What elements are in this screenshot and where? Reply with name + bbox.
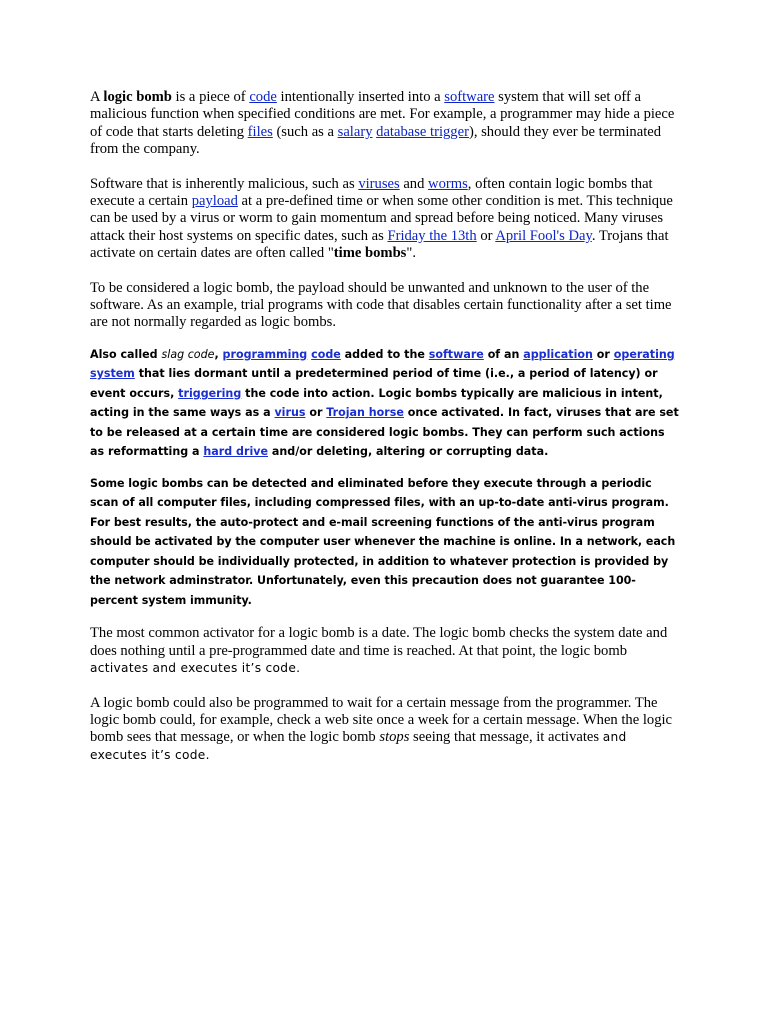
text: and/or deleting, altering or corrupting data. [268,445,549,459]
text: To be considered a logic bomb, the payload should be unwanted and unknown to the user of the software. As an example, trial programs with code that disables certain functionality after a set time are not normally regarded as logic bombs. [90,279,672,331]
text: . Trojans that activate on certain dates are often called " [90,227,669,262]
text: , often contain logic bombs that execute a certain [90,175,653,210]
link-trojan-horse[interactable]: Trojan horse [326,406,404,420]
link-triggering[interactable]: triggering [178,386,242,400]
link-software[interactable]: software [428,347,484,361]
text: or [476,227,496,244]
link-code[interactable]: code [249,89,277,105]
text: added to the [340,347,429,361]
link-viruses[interactable]: viruses [358,175,400,192]
link-friday-the-13th[interactable]: Friday the 13th [387,227,477,244]
paragraph-slag-code [90,345,680,462]
paragraph-date-activator [90,625,680,677]
text: once activated. In fact, viruses that are set to be released at a certain time are considered logic bombs. They can perform such actions as reformatting a [90,406,679,459]
paragraph-payload [90,280,680,332]
link-programming[interactable]: programming [222,347,308,361]
term-slag-code: slag code [161,347,215,361]
text: of an [483,347,524,361]
link-hard-drive[interactable]: hard drive [203,445,269,459]
paragraph-detection [90,474,680,611]
text: ), should they ever be terminated from the company. [90,123,662,158]
term-time-bombs: time bombs [333,245,407,262]
text: system that will set off a malicious function when specified conditions are met. For example, a programmer may hide a piece of code that starts deleting [90,89,675,140]
text: is a piece of [171,89,250,105]
text: Also called [90,347,162,361]
text: and executes it’s code. [90,730,627,762]
text: Software that is inherently malicious, such as [90,175,359,192]
text: The most common activator for a logic bomb is a date. The logic bomb checks the system date and does nothing until a pre-programmed date and time is reached. At that point, the logic bomb [90,625,668,659]
text: or [592,347,614,361]
text: Some logic bombs can be detected and eliminated before they execute through a periodic scan of all computer files, including compressed files, with an up-to-date anti-virus program. For best results, the auto-protect and e-mail screening functions of the anti-virus program should be activated by the computer user whenever the machine is online. In a network, each computer should be individually protected, in addition to whatever protection is provided by the network adminstrator. Unfortunately, even this precaution does not guarantee 100-percent system immunity. [90,476,676,607]
link-payload[interactable]: payload [191,193,238,210]
text: (such as a [272,123,338,140]
text: or [305,406,327,420]
paragraph-malicious-software [90,176,680,263]
link-salary[interactable]: salary [337,123,373,140]
link-april-fools-day[interactable]: April Fool's Day [495,227,592,244]
text: at a pre-defined time or when some other condition is met. This technique can be used by a virus or worm to gain momentum and spread before being noticed. Many viruses attack their host systems on specific dates, such as [90,193,673,244]
link-worms[interactable]: worms [428,175,468,192]
text: intentionally inserted into a [276,89,445,105]
link-files[interactable]: files [247,123,273,140]
text: the code into action. Logic bombs typically are malicious in intent, acting in the same ways as a [90,386,663,420]
text: , [214,347,223,361]
text: A [90,89,104,105]
text: and [399,175,429,192]
text: seeing that message, it activates [409,729,603,746]
link-software[interactable]: software [444,89,495,105]
link-application[interactable]: application [523,347,593,361]
text: that lies dormant until a predetermined period of time (i.e., a period of latency) or event occurs, [90,367,658,400]
link-virus[interactable]: virus [274,406,306,420]
paragraph-definition [90,89,680,159]
paragraph-message-trigger [90,695,680,765]
term-logic-bomb: logic bomb [103,89,172,105]
link-code[interactable]: code [311,347,341,361]
link-operating-system[interactable]: operating system [90,347,675,381]
text: ". [406,245,416,262]
text: activates and executes it’s code. [90,661,301,676]
link-database-trigger[interactable]: database trigger [376,123,469,140]
text: A logic bomb could also be programmed to wait for a certain message from the programmer. The logic bomb could, for example, check a web site once a week for a certain message. When the logic bomb sees that message, or when the logic bomb [90,694,673,746]
term-stops: stops [379,729,410,746]
document-page [90,89,680,764]
